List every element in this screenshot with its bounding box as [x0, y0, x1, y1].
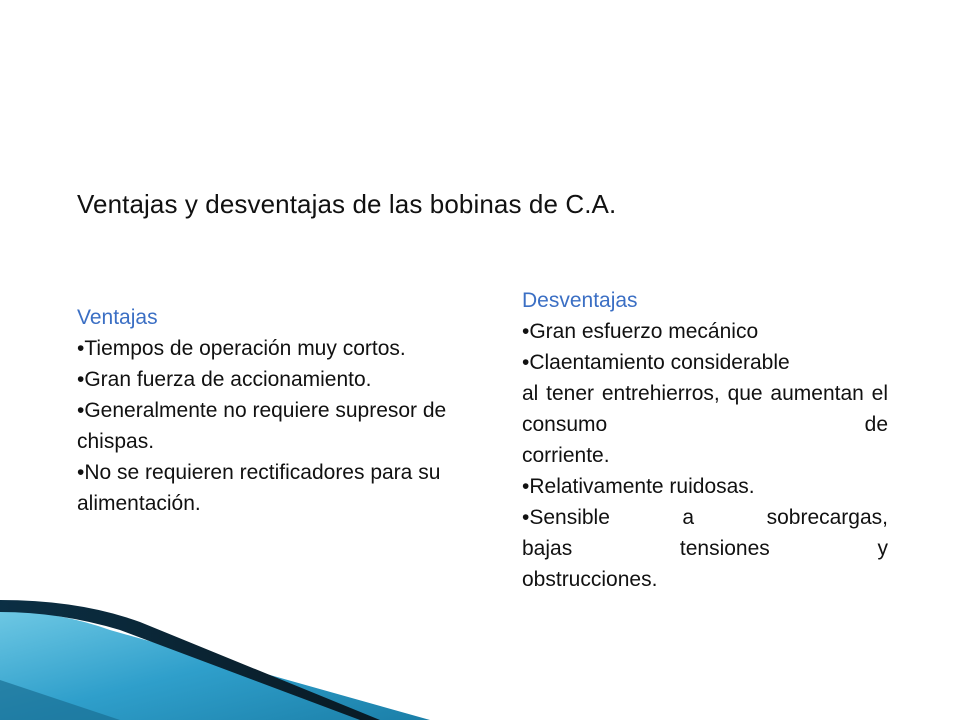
ventajas-item: •No se requieren rectificadores para su alimentación.: [77, 461, 441, 515]
slide-title: Ventajas y desventajas de las bobinas de C.A.: [77, 189, 617, 219]
desventajas-heading: Desventajas: [522, 289, 638, 312]
desventajas-item: •Sensible a sobrecargas,: [522, 506, 888, 529]
ribbon-dark-band: [0, 600, 380, 720]
desventajas-item: •Claentamiento considerable: [522, 351, 790, 374]
ventajas-item: •Tiempos de operación muy cortos.: [77, 337, 406, 360]
ribbon-shadow: [0, 680, 120, 720]
desventajas-item: •Gran esfuerzo mecánico: [522, 320, 759, 343]
ventajas-column: [77, 302, 457, 519]
desventajas-item: •Relativamente ruidosas.: [522, 475, 755, 498]
ventajas-item: •Generalmente no requiere supresor de chispas.: [77, 399, 447, 453]
desventajas-column: [522, 285, 888, 595]
ribbon-teal-band: [0, 610, 430, 720]
desventajas-item-continuation: al tener entrehierros, que aumentan el consumo de: [522, 382, 888, 436]
ventajas-heading: Ventajas: [77, 306, 158, 329]
desventajas-item-continuation: bajas tensiones y: [522, 537, 888, 560]
desventajas-item-continuation: corriente.: [522, 444, 610, 467]
ventajas-item: •Gran fuerza de accionamiento.: [77, 368, 372, 391]
desventajas-item-continuation: obstrucciones.: [522, 568, 658, 591]
